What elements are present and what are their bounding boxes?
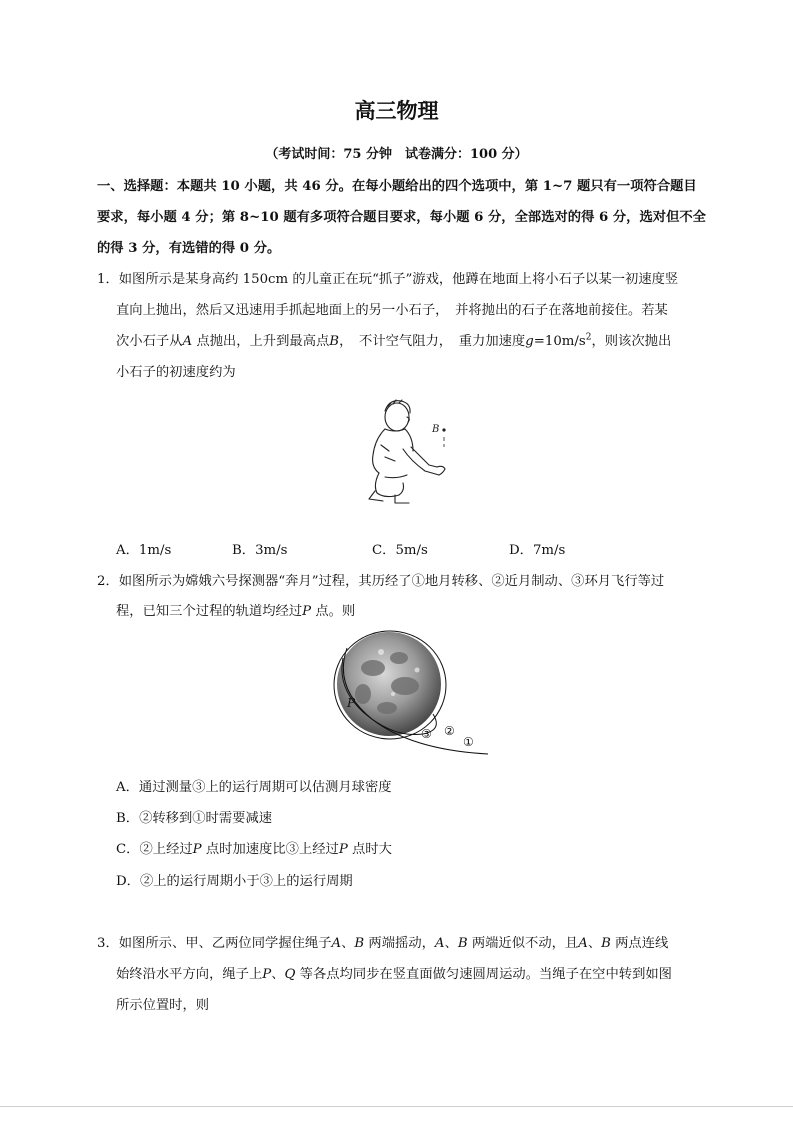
- figure-label-b: B: [432, 424, 440, 435]
- q2-option-d[interactable]: D．②上的运行周期小于③上的运行周期: [116, 874, 353, 889]
- q1-option-c[interactable]: C．5m/s: [372, 543, 428, 558]
- q2-option-c[interactable]: C．②上经过P 点时加速度比③上经过P 点时大: [116, 842, 392, 857]
- figure-label-p: P: [347, 696, 356, 710]
- q1-line1: 1．如图所示是某身高约 150cm 的儿童正在玩“抓子”游戏，他蹲在地面上将小石子以某一初速度竖: [97, 272, 679, 287]
- section1-line3: 的得 3 分，有选错的得 0 分。: [97, 241, 281, 256]
- orbit-label-1: ①: [463, 735, 474, 749]
- section1-line1: 一、选择题：本题共 10 小题，共 46 分。在每小题给出的四个选项中，第 1~7 题只有一项符合题目: [97, 179, 697, 194]
- q2-option-b[interactable]: B．②转移到①时需要减速: [116, 811, 273, 826]
- moon-icon: [337, 632, 441, 736]
- q1-option-b[interactable]: B．3m/s: [232, 543, 288, 558]
- q1-option-a[interactable]: A．1m/s: [116, 543, 172, 558]
- child-playing-figure: [355, 395, 460, 510]
- q2-line2: 程，已知三个过程的轨道均经过P 点。则: [116, 604, 356, 619]
- q1-line3: 次小石子从A 点抛出，上升到最高点B， 不计空气阻力， 重力加速度$g=10m/s^2$，则该次抛出: [116, 332, 672, 349]
- section1-line2: 要求，每小题 4 分；第 8~10 题有多项符合题目要求，每小题 6 分，全部选对的得 6 分，选对但不全: [97, 210, 706, 225]
- q2-line1: 2．如图所示为嫦娥六号探测器“奔月”过程，其历经了①地月转移、②近月制动、③环月飞行等过: [97, 574, 665, 589]
- page-title: 高三物理: [354, 99, 439, 123]
- q1-line2: 直向上抛出，然后又迅速用手抓起地面上的另一小石子， 并将抛出的石子在落地前接住。若某: [116, 303, 668, 318]
- q1-line4: 小石子的初速度约为: [116, 365, 236, 380]
- q3-line3: 所示位置时，则: [116, 998, 210, 1013]
- q1-option-d[interactable]: D．7m/s: [509, 543, 566, 558]
- q3-line2: 始终沿水平方向，绳子上P、Q 等各点均同步在竖直面做匀速圆周运动。当绳子在空中转到如图: [116, 967, 672, 982]
- q3-line1: 3．如图所示、甲、乙两位同学握住绳子A、B 两端摇动，A、B 两端近似不动，且A、B 两点连线: [97, 936, 669, 951]
- moon-orbit-figure: [333, 628, 493, 756]
- page-bottom-divider: [0, 1106, 793, 1107]
- orbit-label-2: ②: [444, 724, 455, 738]
- exam-meta: （考试时间：75 分钟 试卷满分：100 分）: [265, 147, 528, 162]
- orbit-label-3: ③: [421, 727, 432, 741]
- q2-option-a[interactable]: A．通过测量③上的运行周期可以估测月球密度: [116, 780, 392, 795]
